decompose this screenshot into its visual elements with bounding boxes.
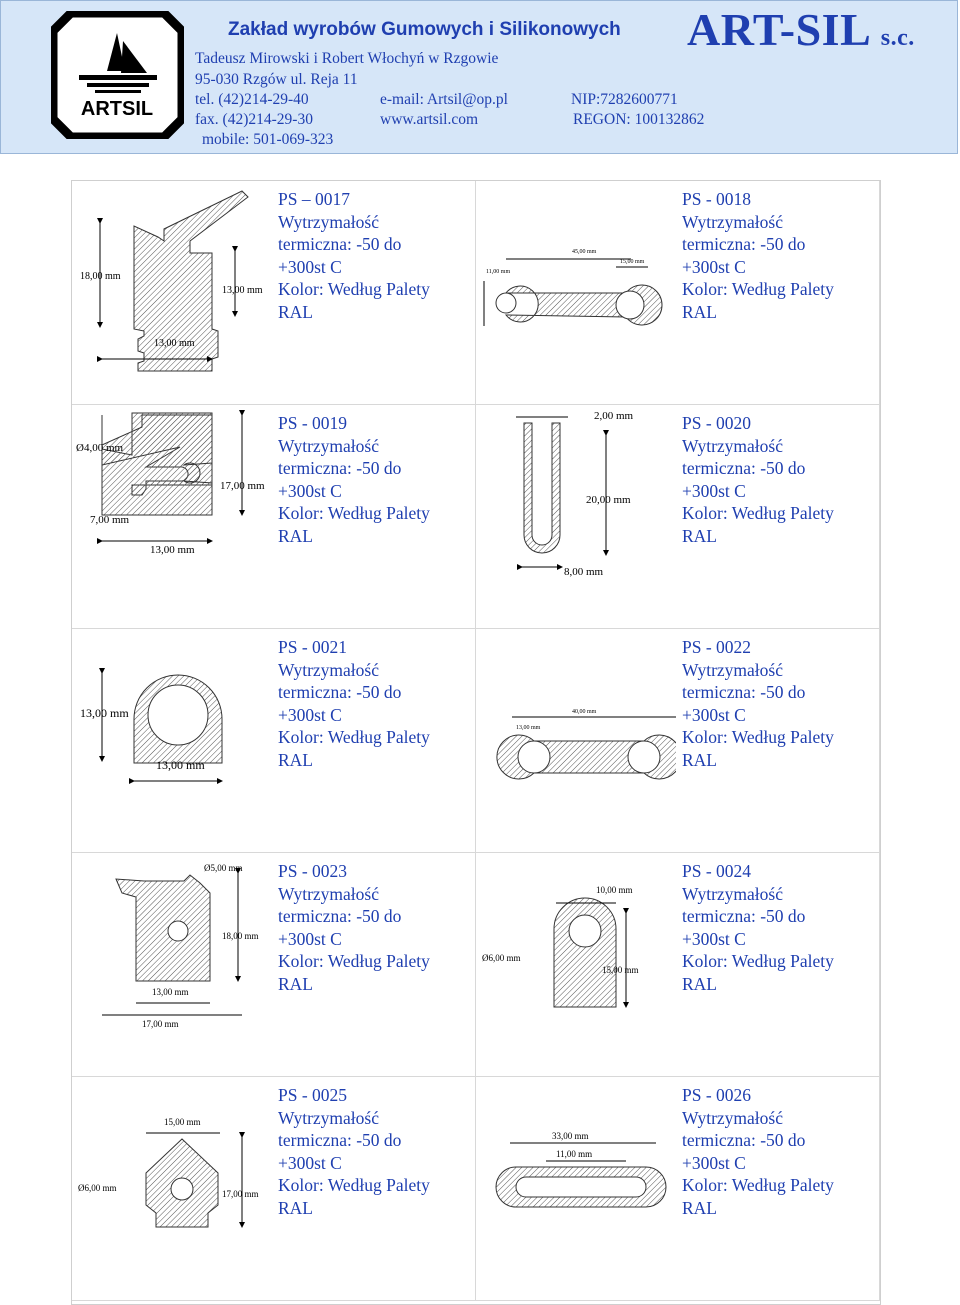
regon: REGON: 100132862 bbox=[573, 111, 705, 128]
product-card bbox=[72, 405, 476, 629]
svg-text:11,00 mm: 11,00 mm bbox=[556, 1149, 593, 1159]
svg-text:Ø6,00 mm: Ø6,00 mm bbox=[482, 953, 521, 963]
svg-text:20,00 mm: 20,00 mm bbox=[586, 494, 631, 506]
svg-text:Ø4,00 mm: Ø4,00 mm bbox=[76, 442, 124, 454]
profile-drawing bbox=[476, 181, 676, 405]
product-card bbox=[476, 853, 880, 1077]
product-code: PS – 0017 bbox=[278, 189, 350, 209]
svg-text:13,00 mm: 13,00 mm bbox=[150, 544, 195, 556]
svg-text:15,00 mm: 15,00 mm bbox=[602, 965, 639, 975]
product-description: PS - 0022 Wytrzymałość termiczna: -50 do +300st C Kolor: Według Palety RAL bbox=[682, 637, 834, 770]
profile-drawing bbox=[476, 853, 676, 1077]
svg-text:13,00 mm: 13,00 mm bbox=[516, 725, 541, 731]
product-card bbox=[72, 1077, 476, 1301]
profile-drawing bbox=[476, 405, 676, 629]
svg-text:13,00 mm: 13,00 mm bbox=[222, 285, 263, 296]
product-card bbox=[72, 181, 476, 405]
product-code: PS - 0026 bbox=[682, 1085, 752, 1105]
svg-text:2,00 mm: 2,00 mm bbox=[594, 410, 634, 422]
svg-text:45,00 mm: 45,00 mm bbox=[572, 249, 597, 255]
product-code: PS - 0019 bbox=[278, 413, 348, 433]
company-name: Zakład wyrobów Gumowych i Silikonowych bbox=[228, 19, 621, 40]
product-card bbox=[476, 181, 880, 405]
profile-drawing bbox=[476, 629, 676, 853]
svg-text:10,00 mm: 10,00 mm bbox=[596, 885, 633, 895]
address: 95-030 Rzgów ul. Reja 11 bbox=[195, 71, 358, 88]
product-code: PS - 0025 bbox=[278, 1085, 348, 1105]
product-code: PS - 0024 bbox=[682, 861, 752, 881]
svg-text:13,00 mm: 13,00 mm bbox=[152, 987, 189, 997]
letterhead bbox=[0, 0, 958, 154]
svg-text:15,00 mm: 15,00 mm bbox=[620, 259, 645, 265]
mobile: mobile: 501-069-323 bbox=[202, 131, 334, 148]
product-description: PS - 0019 Wytrzymałość termiczna: -50 do +300st C Kolor: Według Palety RAL bbox=[278, 413, 430, 546]
product-description: PS - 0024 Wytrzymałość termiczna: -50 do +300st C Kolor: Według Palety RAL bbox=[682, 861, 834, 994]
product-card bbox=[72, 629, 476, 853]
artsil-logo bbox=[51, 11, 184, 139]
product-card bbox=[476, 629, 880, 853]
profile-drawing bbox=[72, 181, 272, 405]
svg-text:33,00 mm: 33,00 mm bbox=[552, 1131, 589, 1141]
product-card bbox=[476, 1077, 880, 1301]
product-description: PS - 0026 Wytrzymałość termiczna: -50 do +300st C Kolor: Według Palety RAL bbox=[682, 1085, 834, 1218]
svg-text:17,00 mm: 17,00 mm bbox=[220, 480, 265, 492]
svg-text:13,00 mm: 13,00 mm bbox=[80, 706, 129, 720]
profile-drawing bbox=[72, 853, 272, 1077]
product-description: PS - 0021 Wytrzymałość termiczna: -50 do +300st C Kolor: Według Palety RAL bbox=[278, 637, 430, 770]
profile-drawing bbox=[72, 1077, 272, 1301]
svg-text:8,00 mm: 8,00 mm bbox=[564, 566, 604, 578]
phone: tel. (42)214-29-40 bbox=[195, 91, 309, 108]
svg-text:Ø5,00 mm: Ø5,00 mm bbox=[204, 863, 243, 873]
svg-text:15,00 mm: 15,00 mm bbox=[164, 1117, 201, 1127]
product-card bbox=[72, 853, 476, 1077]
svg-text:ARTSIL: ARTSIL bbox=[80, 98, 154, 120]
product-code: PS - 0022 bbox=[682, 637, 752, 657]
owners: Tadeusz Mirowski i Robert Włochyń w Rzgowie bbox=[195, 50, 499, 67]
brand-name: ART-SIL s.c. bbox=[687, 4, 915, 55]
svg-text:18,00 mm: 18,00 mm bbox=[80, 271, 121, 282]
profile-drawing bbox=[72, 405, 272, 629]
website-link[interactable]: www.artsil.com bbox=[380, 111, 479, 128]
product-description: PS – 0017 Wytrzymałość termiczna: -50 do +300st C Kolor: Według Palety RAL bbox=[278, 189, 430, 322]
svg-text:18,00 mm: 18,00 mm bbox=[222, 931, 259, 941]
product-code: PS - 0020 bbox=[682, 413, 752, 433]
product-description: PS - 0025 Wytrzymałość termiczna: -50 do +300st C Kolor: Według Palety RAL bbox=[278, 1085, 430, 1218]
product-description: PS - 0018 Wytrzymałość termiczna: -50 do +300st C Kolor: Według Palety RAL bbox=[682, 189, 834, 322]
product-card bbox=[476, 405, 880, 629]
profile-drawing bbox=[72, 629, 272, 853]
svg-text:Ø6,00 mm: Ø6,00 mm bbox=[78, 1183, 117, 1193]
svg-text:13,00 mm: 13,00 mm bbox=[156, 758, 205, 772]
product-description: PS - 0023 Wytrzymałość termiczna: -50 do +300st C Kolor: Według Palety RAL bbox=[278, 861, 430, 994]
svg-text:7,00 mm: 7,00 mm bbox=[90, 514, 130, 526]
product-grid bbox=[71, 180, 881, 1305]
svg-text:17,00 mm: 17,00 mm bbox=[142, 1019, 179, 1029]
email: e-mail: Artsil@op.pl bbox=[380, 91, 508, 108]
svg-text:11,00 mm: 11,00 mm bbox=[486, 269, 511, 275]
svg-text:40,00 mm: 40,00 mm bbox=[572, 709, 597, 715]
nip: NIP:7282600771 bbox=[571, 91, 678, 108]
svg-text:17,00 mm: 17,00 mm bbox=[222, 1189, 259, 1199]
product-code: PS - 0018 bbox=[682, 189, 752, 209]
profile-drawing bbox=[476, 1077, 676, 1301]
product-code: PS - 0023 bbox=[278, 861, 348, 881]
fax: fax. (42)214-29-30 bbox=[195, 111, 313, 128]
product-code: PS - 0021 bbox=[278, 637, 348, 657]
svg-text:13,00 mm: 13,00 mm bbox=[154, 338, 195, 349]
product-description: PS - 0020 Wytrzymałość termiczna: -50 do +300st C Kolor: Według Palety RAL bbox=[682, 413, 834, 546]
